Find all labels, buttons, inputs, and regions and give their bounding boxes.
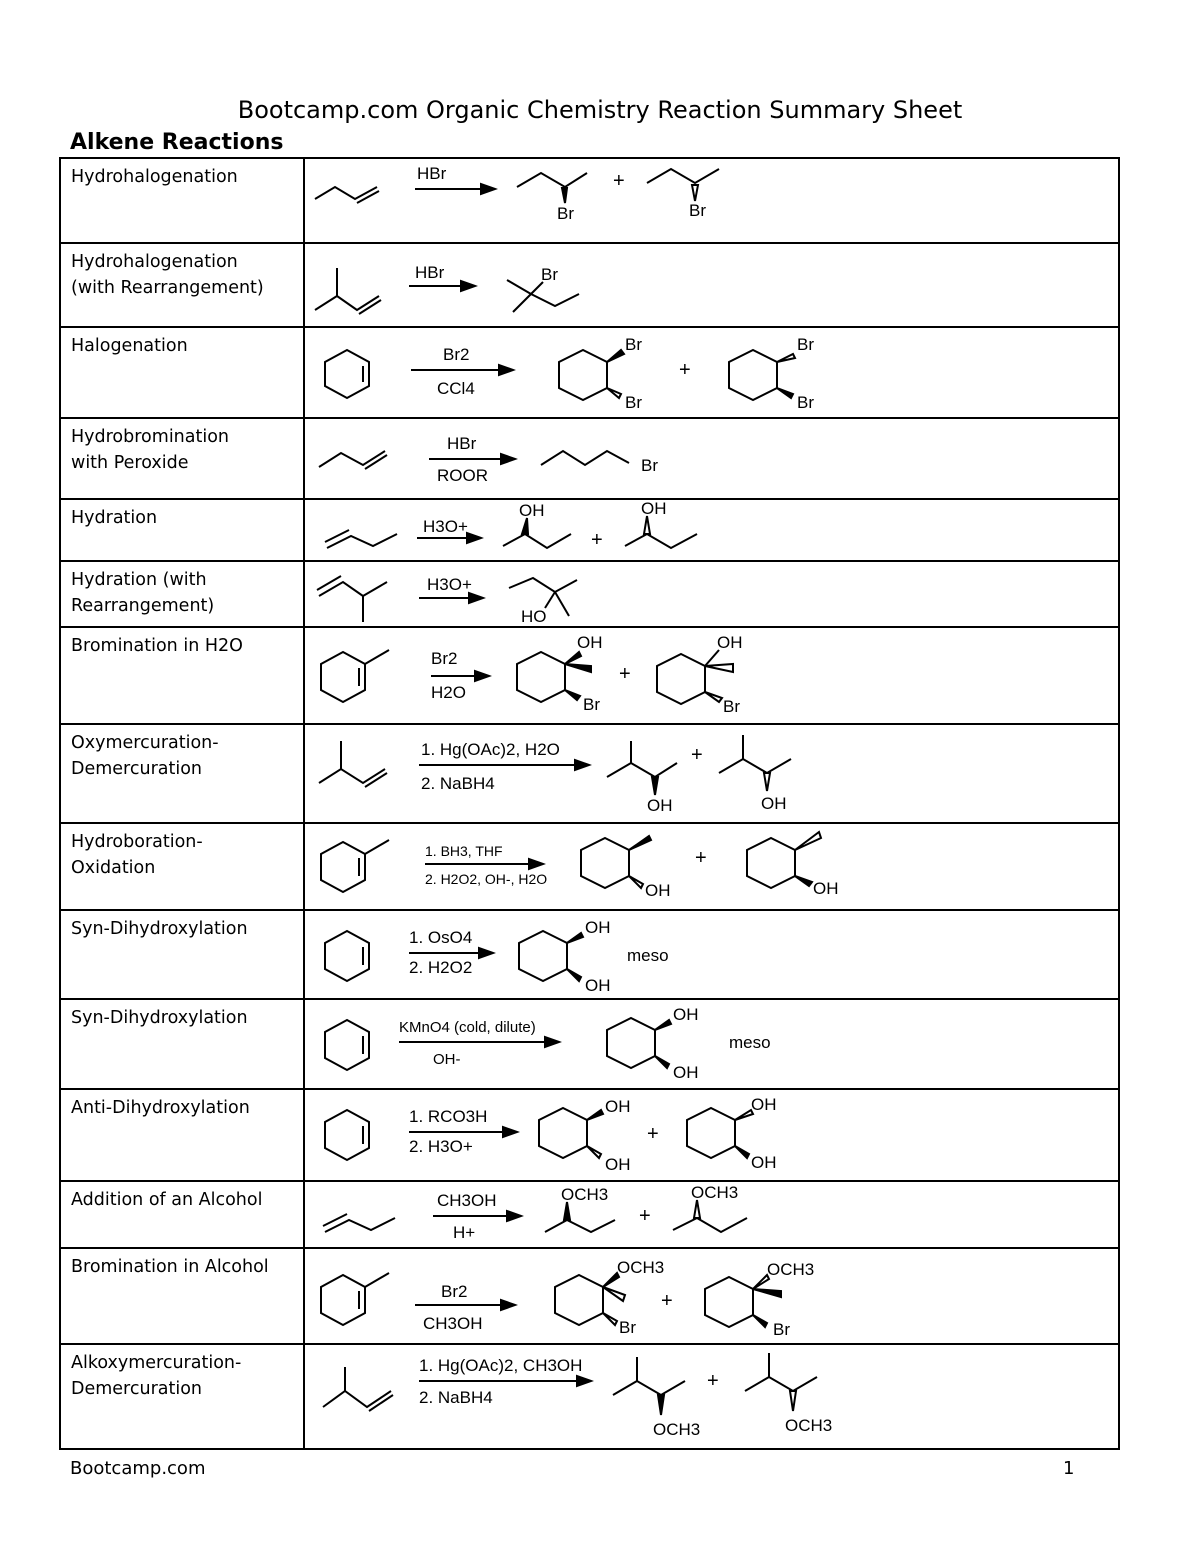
reagent-label: OH- [433,1051,461,1068]
reaction-name: Hydroboration- Oxidation [71,832,203,878]
reagent-label: CH3OH [423,1314,483,1333]
substituent-label: Br [797,335,814,354]
table-row [60,158,1119,243]
cyclohexene-reactant [325,1110,369,1160]
reaction-scheme [304,627,1119,724]
reagent-label: H2O [431,683,466,702]
reaction-arrow [433,1211,521,1221]
product-structure [517,173,587,203]
reaction-scheme [304,910,1119,999]
reaction-name: Hydrohalogenation (with Rearrangement) [71,252,264,298]
product-structure [747,832,821,888]
substituent-label: OH [605,1097,631,1116]
reaction-name-cell [60,910,304,999]
reaction-name-cell [60,327,304,418]
substituent-label: OCH3 [617,1258,665,1277]
product-structure [607,1018,671,1068]
substituent-label: OH [641,500,667,518]
substituent-label: OH [647,796,673,815]
methylcyclohexene-reactant [321,840,389,892]
reaction-scheme-svg [305,628,1132,721]
reaction-name: Hydration (with Rearrangement) [71,570,215,616]
reaction-arrow [409,281,475,291]
product-structure [559,350,624,400]
reaction-arrow [419,593,483,603]
plus-sign: + [619,663,631,685]
substituent-label: Br [541,265,558,284]
reaction-name-cell [60,1344,304,1449]
reagent-label: 1. RCO3H [409,1107,488,1126]
substituent-label: OH [673,1063,699,1082]
reaction-scheme-svg [305,1345,1132,1446]
alkene-reactant [319,741,387,787]
product-structure [719,735,791,791]
reaction-name: Bromination in Alcohol [71,1257,269,1277]
substituent-label: Br [797,393,814,412]
methylcyclohexene-reactant [321,650,389,702]
plus-sign: + [691,744,703,766]
reagent-label: 2. H2O2, OH-, H2O [425,871,548,887]
reagent-label: HBr [447,434,477,453]
reaction-name-cell [60,243,304,327]
reaction-scheme-svg [305,500,1132,558]
reaction-name: Syn-Dihydroxylation [71,919,248,939]
reaction-scheme [304,327,1119,418]
substituent-label: Br [625,335,642,354]
table-row [60,910,1119,999]
substituent-label: OH [577,633,603,652]
reaction-arrow [411,365,513,375]
substituent-label: OH [519,501,545,520]
reagent-label: ROOR [437,466,488,485]
product-structure [539,1108,603,1158]
reaction-scheme [304,1248,1119,1344]
substituent-label: OCH3 [561,1185,609,1204]
reaction-name-cell [60,627,304,724]
substituent-label: OH [585,976,611,995]
reaction-name-cell [60,499,304,561]
reaction-scheme-svg [305,562,1132,624]
substituent-label: Br [641,456,658,475]
product-structure [555,1273,625,1325]
alkene-reactant [323,1214,395,1232]
plus-sign: + [707,1370,719,1392]
reaction-scheme-svg [305,244,1132,324]
reagent-label: H3O+ [423,517,468,536]
reaction-scheme [304,999,1119,1089]
reagent-label: 1. OsO4 [409,928,473,947]
reaction-scheme-svg [305,911,1132,996]
reagent-label: 2. NaBH4 [421,774,495,793]
product-structure [687,1108,753,1158]
reaction-arrow [431,671,489,681]
reaction-name: Hydrobromination with Peroxide [71,427,230,473]
product-structure [625,516,697,548]
table-row [60,561,1119,627]
substituent-label: OCH3 [691,1183,739,1202]
reaction-scheme [304,499,1119,561]
reaction-arrow [419,1376,591,1386]
reagent-label: 2. H3O+ [409,1137,473,1156]
reaction-arrow [409,1127,517,1137]
table-row [60,418,1119,499]
reagent-label: Br2 [431,649,458,668]
substituent-label: Br [583,695,600,714]
substituent-label: Br [557,204,574,223]
page-number: 1 [1063,1458,1075,1479]
substituent-label: Br [689,201,706,220]
product-structure [541,451,629,465]
plus-sign: + [679,359,691,381]
substituent-label: OH [585,918,611,937]
substituent-label: Br [625,393,642,412]
section-heading: Alkene Reactions [70,130,284,155]
reagent-label: HBr [415,263,445,282]
product-structure [503,518,571,548]
reaction-arrow [429,454,515,464]
reaction-name: Hydrohalogenation [71,167,238,187]
product-structure [745,1353,817,1411]
substituent-label: OH [717,633,743,652]
reaction-arrow [399,1037,559,1047]
plus-sign: + [661,1290,673,1312]
substituent-label: OH [673,1005,699,1024]
product-structure [519,931,583,981]
product-structure [673,1200,747,1232]
reaction-name: Addition of an Alcohol [71,1190,263,1210]
product-structure [607,741,677,795]
reaction-arrow [415,1300,515,1310]
table-row [60,499,1119,561]
alkene-reactant [323,1367,393,1411]
product-structure [507,280,579,312]
reaction-arrow [425,859,543,869]
reaction-scheme [304,1344,1119,1449]
alkene-reactant [317,576,387,622]
reaction-name-cell [60,1089,304,1181]
alkene-reactant [325,530,397,548]
reagent-label: 1. BH3, THF [425,843,503,859]
reaction-scheme [304,561,1119,627]
product-structure [581,836,651,888]
substituent-label: OCH3 [767,1260,815,1279]
reagent-label: CCl4 [437,379,475,398]
document-title: Bootcamp.com Organic Chemistry Reaction Summary Sheet [237,96,963,124]
reaction-name: Hydration [71,508,158,528]
reaction-name: Anti-Dihydroxylation [71,1098,250,1118]
reaction-name: Bromination in H2O [71,636,243,656]
product-structure [613,1357,685,1415]
reaction-name: Syn-Dihydroxylation [71,1008,248,1028]
reaction-name-cell [60,158,304,243]
substituent-label: HO [521,607,547,624]
cyclohexene-reactant [325,350,369,398]
reagent-label: 2. H2O2 [409,958,473,977]
reaction-table [59,157,1120,1450]
reagent-label: 1. Hg(OAc)2, CH3OH [419,1356,583,1375]
plus-sign: + [647,1123,659,1145]
reaction-scheme-svg [305,1090,1132,1178]
product-structure [545,1202,615,1232]
reaction-scheme [304,823,1119,910]
table-row [60,1181,1119,1248]
reagent-label: Br2 [443,345,470,364]
product-structure [705,1275,781,1327]
product-structure [729,350,795,400]
reaction-scheme [304,1181,1119,1248]
substituent-label: Br [723,697,740,716]
table-row [60,724,1119,823]
reaction-arrow [409,948,493,958]
reaction-name: Oxymercuration- Demercuration [71,733,219,779]
table-row [60,823,1119,910]
substituent-label: OH [813,879,839,898]
plus-sign: + [695,847,707,869]
reaction-scheme-svg [305,159,1132,240]
reaction-arrow [415,184,495,194]
substituent-label: OH [645,881,671,900]
reaction-scheme-svg [305,1182,1132,1245]
reaction-name-cell [60,724,304,823]
reagent-label: CH3OH [437,1191,497,1210]
substituent-label: OH [751,1095,777,1114]
footer-brand: Bootcamp.com [70,1458,206,1479]
reaction-name: Halogenation [71,336,188,356]
reaction-scheme-svg [305,419,1132,496]
reagent-label: H3O+ [427,575,472,594]
reaction-name-cell [60,418,304,499]
table-row [60,327,1119,418]
plus-sign: + [639,1205,651,1227]
reaction-scheme [304,243,1119,327]
table-row [60,999,1119,1089]
reaction-name-cell [60,999,304,1089]
substituent-label: OH [605,1155,631,1174]
reaction-scheme [304,724,1119,823]
reagent-label: KMnO4 (cold, dilute) [399,1019,536,1036]
substituent-label: OCH3 [785,1416,833,1435]
reaction-name-cell [60,823,304,910]
methylcyclohexene-reactant [321,1273,389,1325]
substituent-label: OH [751,1153,777,1172]
table-row [60,1248,1119,1344]
reaction-name-cell [60,561,304,627]
reaction-name-cell [60,1181,304,1248]
plus-sign: + [591,529,603,551]
reaction-scheme-svg [305,328,1132,415]
reagent-label: H+ [453,1223,476,1242]
cyclohexene-reactant [325,1020,369,1070]
substituent-label: OH [761,794,787,813]
reaction-scheme [304,418,1119,499]
reaction-scheme-svg [305,725,1132,820]
table-row [60,1344,1119,1449]
reaction-scheme-svg [305,1000,1132,1086]
reagent-label: 1. Hg(OAc)2, H2O [421,740,560,759]
table-row [60,243,1119,327]
alkene-reactant [319,451,387,469]
product-structure [517,652,591,702]
reaction-arrow [419,760,589,770]
substituent-label: Br [773,1320,790,1339]
reagent-label: Br2 [441,1282,468,1301]
reaction-scheme [304,158,1119,243]
product-structure [647,169,719,201]
meso-note: meso [627,946,669,965]
alkene-reactant [315,187,379,203]
reaction-name: Alkoxymercuration- Demercuration [71,1353,242,1399]
reagent-label: HBr [417,164,447,183]
reaction-scheme [304,1089,1119,1181]
table-row [60,627,1119,724]
substituent-label: Br [619,1318,636,1337]
cyclohexene-reactant [325,931,369,981]
reagent-label: 2. NaBH4 [419,1388,493,1407]
reaction-name-cell [60,1248,304,1344]
alkene-reactant [315,268,381,314]
table-row [60,1089,1119,1181]
meso-note: meso [729,1033,771,1052]
plus-sign: + [613,170,625,192]
reaction-scheme-svg [305,824,1132,907]
substituent-label: OCH3 [653,1420,701,1439]
product-structure [657,650,733,704]
reaction-scheme-svg [305,1249,1132,1341]
